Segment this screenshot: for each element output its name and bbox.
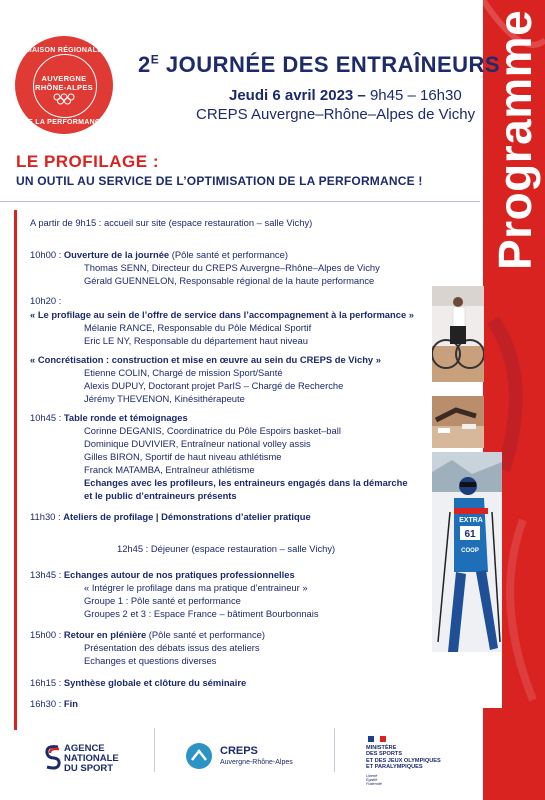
welcome-line: A partir de 9h15 : accueil sur site (espace restauration – salle Vichy) (30, 217, 313, 228)
speaker-line: Alexis DUPUY, Doctorant projet ParIS – Chargé de Recherche (84, 380, 344, 391)
lunch-line: 12h45 : Déjeuner (espace restauration – salle Vichy) (117, 543, 336, 554)
speaker-line: Dominique DUVIVIER, Entraîneur national volley assis (84, 438, 311, 449)
session-plenary: 15h00 : Retour en plénière (Pôle santé et performance) (30, 629, 266, 640)
exchange-line: Groupe 1 : Pôle santé et performance (84, 595, 241, 606)
talk-title: « Le profilage au sein de l’offre de service dans l’accompagnement à la performance » (30, 309, 414, 320)
event-date: Jeudi 6 avril 2023 – 9h45 – 16h30 (229, 87, 462, 104)
ski-racer-photo (432, 452, 502, 708)
discussion-line: Echanges avec les profileurs, les entraineurs engagés dans la démarche (84, 477, 408, 488)
ans-logo-icon (44, 743, 62, 771)
sprint-illustration (432, 396, 484, 448)
logo-text-mid1: AUVERGNE (41, 74, 87, 83)
exchange-line: Groupes 2 et 3 : Espace France – bâtiment Bourbonnais (84, 608, 319, 619)
skier-bib-number: 61 (464, 529, 476, 540)
creps-region: Auvergne-Rhône-Alpes (220, 759, 293, 766)
exchange-line: « Intégrer le profilage dans ma pratique d’entraineur » (84, 582, 308, 593)
section-subtitle: UN OUTIL AU SERVICE DE L’OPTIMISATION DE LA PERFORMANCE ! (16, 174, 423, 188)
sprint-start-photo (432, 396, 484, 448)
plenary-line: Echanges et questions diverses (84, 655, 217, 666)
wheelchair-athlete-photo (432, 286, 484, 382)
skier-sponsor: EXTRA (459, 517, 483, 524)
speaker-line: Franck MATAMBA, Entraîneur athlétisme (84, 464, 255, 475)
wheelchair-illustration (432, 286, 484, 382)
left-accent-bar (14, 210, 17, 730)
session-synthesis: 16h15 : Synthèse globale et clôture du séminaire (30, 677, 247, 688)
skier-illustration (432, 452, 502, 708)
speaker-line: Corinne DEGANIS, Coordinatrice du Pôle Espoirs basket–ball (84, 425, 341, 436)
skier-sponsor-2: COOP (461, 548, 479, 554)
logo-text-mid2: RHÔNE-ALPES (35, 83, 93, 92)
french-flag-icon (368, 736, 386, 742)
session-end: 16h30 : Fin (30, 698, 78, 709)
ans-logo-text: AGENCE NATIONALE DU SPORT (64, 743, 119, 774)
footer-separator (154, 728, 155, 772)
speaker-line: Eric LE NY, Responsable du département haut niveau (84, 335, 308, 346)
speaker-line: Gérald GUENNELON, Responsable régional de la haute performance (84, 275, 375, 286)
maison-regionale-logo (15, 36, 113, 134)
ministry-name: MINISTÈRE DES SPORTS ET DES JEUX OLYMPIQUES ET PARALYMPIQUES (366, 745, 441, 770)
session-opening: 10h00 : Ouverture de la journée (Pôle santé et performance) (30, 249, 288, 260)
logo-text-bottom: DE LA PERFORMANCE (22, 119, 106, 126)
discussion-line: et le public d’entraineurs présents (84, 490, 237, 501)
session-workshops: 11h30 : Ateliers de profilage | Démonstrations d’atelier pratique (30, 511, 311, 522)
divider (0, 201, 480, 202)
talk-title: « Concrétisation : construction et mise en œuvre au sein du CREPS de Vichy » (30, 354, 381, 365)
programme-vertical-title: Programme (489, 9, 541, 270)
session-round-table: 10h45 : Table ronde et témoignages (30, 412, 188, 423)
speaker-line: Gilles BIRON, Sportif de haut niveau athlétisme (84, 451, 282, 462)
creps-name: CREPS (220, 745, 258, 757)
creps-logo-icon (186, 743, 212, 769)
speaker-line: Etienne COLIN, Chargé de mission Sport/Santé (84, 367, 283, 378)
session-exchanges: 13h45 : Echanges autour de nos pratiques professionnelles (30, 569, 295, 580)
section-title: LE PROFILAGE : (16, 152, 159, 171)
speaker-line: Thomas SENN, Directeur du CREPS Auvergne–Rhône–Alpes de Vichy (84, 262, 380, 273)
session-time: 10h20 : (30, 295, 62, 306)
event-venue: CREPS Auvergne–Rhône–Alpes de Vichy (196, 106, 476, 123)
plenary-line: Présentation des débats issus des ateliers (84, 642, 260, 653)
footer-separator (334, 728, 335, 772)
logo-text-top: MAISON RÉGIONALE (25, 47, 103, 54)
event-title: $2^E$ JOURNÉE DES ENTRAÎNEURS (138, 52, 501, 77)
olympic-rings-icon (53, 93, 75, 105)
speaker-line: Mélanie RANCE, Responsable du Pôle Médical Sportif (84, 322, 312, 333)
republic-motto: Liberté Égalité Fraternité (366, 774, 382, 787)
speaker-line: Jérémy THEVENON, Kinésithérapeute (84, 393, 245, 404)
